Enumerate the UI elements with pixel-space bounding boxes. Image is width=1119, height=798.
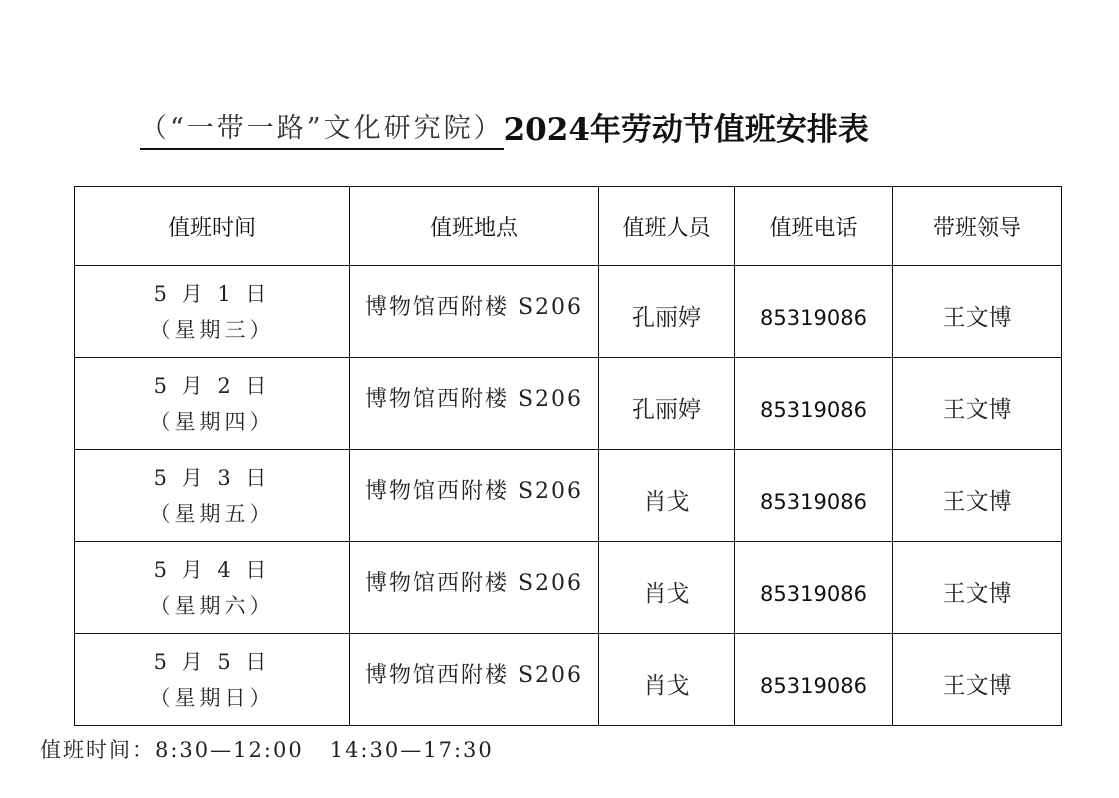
phone-text: 85319086 [760,489,867,514]
table-row [75,450,1062,542]
location-text: 博物馆西附楼 S206 [364,479,584,504]
phone-text: 85319086 [760,397,867,422]
phone-text: 85319086 [760,673,867,698]
location-text: 博物馆西附楼 S206 [364,663,584,688]
cell-date [75,450,350,542]
header-duty-person: 值班人员 [599,187,735,266]
phone-text: 85319086 [760,305,867,330]
cell-phone [735,358,893,450]
cell-leader [893,358,1062,450]
person-text: 肖戈 [643,673,690,699]
cell-person [599,542,735,634]
leader-text: 王文博 [942,581,1012,607]
title-organization: （“一带一路”文化研究院） [140,112,504,150]
title-main: 2024年劳动节值班安排表 [503,112,869,148]
cell-person [599,358,735,450]
cell-leader [893,450,1062,542]
person-text: 肖戈 [643,489,690,515]
cell-location [350,634,599,726]
person-text: 孔丽婷 [632,305,701,331]
leader-text: 王文博 [942,305,1012,331]
location-text: 博物馆西附楼 S206 [364,387,584,412]
cell-leader [893,266,1062,358]
document-title [140,106,869,150]
cell-date [75,266,350,358]
date-text: 5 月 5 日 [153,649,271,674]
date-text: 5 月 4 日 [153,557,271,582]
location-text: 博物馆西附楼 S206 [364,571,584,596]
leader-text: 王文博 [942,673,1012,699]
phone-text: 85319086 [760,581,867,606]
location-text: 博物馆西附楼 S206 [364,295,584,320]
leader-text: 王文博 [942,489,1012,515]
table-row [75,634,1062,726]
cell-phone [735,450,893,542]
cell-date [75,542,350,634]
weekday-text: （星期六） [149,593,275,618]
cell-location [350,266,599,358]
date-text: 5 月 2 日 [153,373,271,398]
header-duty-phone: 值班电话 [735,187,893,266]
weekday-text: （星期五） [149,501,275,526]
table-row [75,266,1062,358]
table-header-row [75,187,1062,266]
date-text: 5 月 1 日 [153,281,271,306]
cell-person [599,266,735,358]
header-duty-location: 值班地点 [350,187,599,266]
cell-phone [735,542,893,634]
weekday-text: （星期三） [149,317,275,342]
cell-leader [893,542,1062,634]
cell-phone [735,266,893,358]
date-text: 5 月 3 日 [153,465,271,490]
duty-hours-note: 值班时间：8:30—12:00 14:30—17:30 [40,738,494,762]
cell-leader [893,634,1062,726]
leader-text: 王文博 [942,397,1012,423]
cell-date [75,358,350,450]
header-leader: 带班领导 [893,187,1062,266]
weekday-text: （星期日） [149,685,275,710]
weekday-text: （星期四） [149,409,275,434]
cell-person [599,634,735,726]
person-text: 孔丽婷 [632,397,701,423]
person-text: 肖戈 [643,581,690,607]
header-duty-time: 值班时间 [75,187,350,266]
cell-phone [735,634,893,726]
cell-location [350,358,599,450]
cell-location [350,450,599,542]
cell-person [599,450,735,542]
duty-schedule-table [74,186,1062,726]
cell-date [75,634,350,726]
table-row [75,542,1062,634]
cell-location [350,542,599,634]
table-row [75,358,1062,450]
